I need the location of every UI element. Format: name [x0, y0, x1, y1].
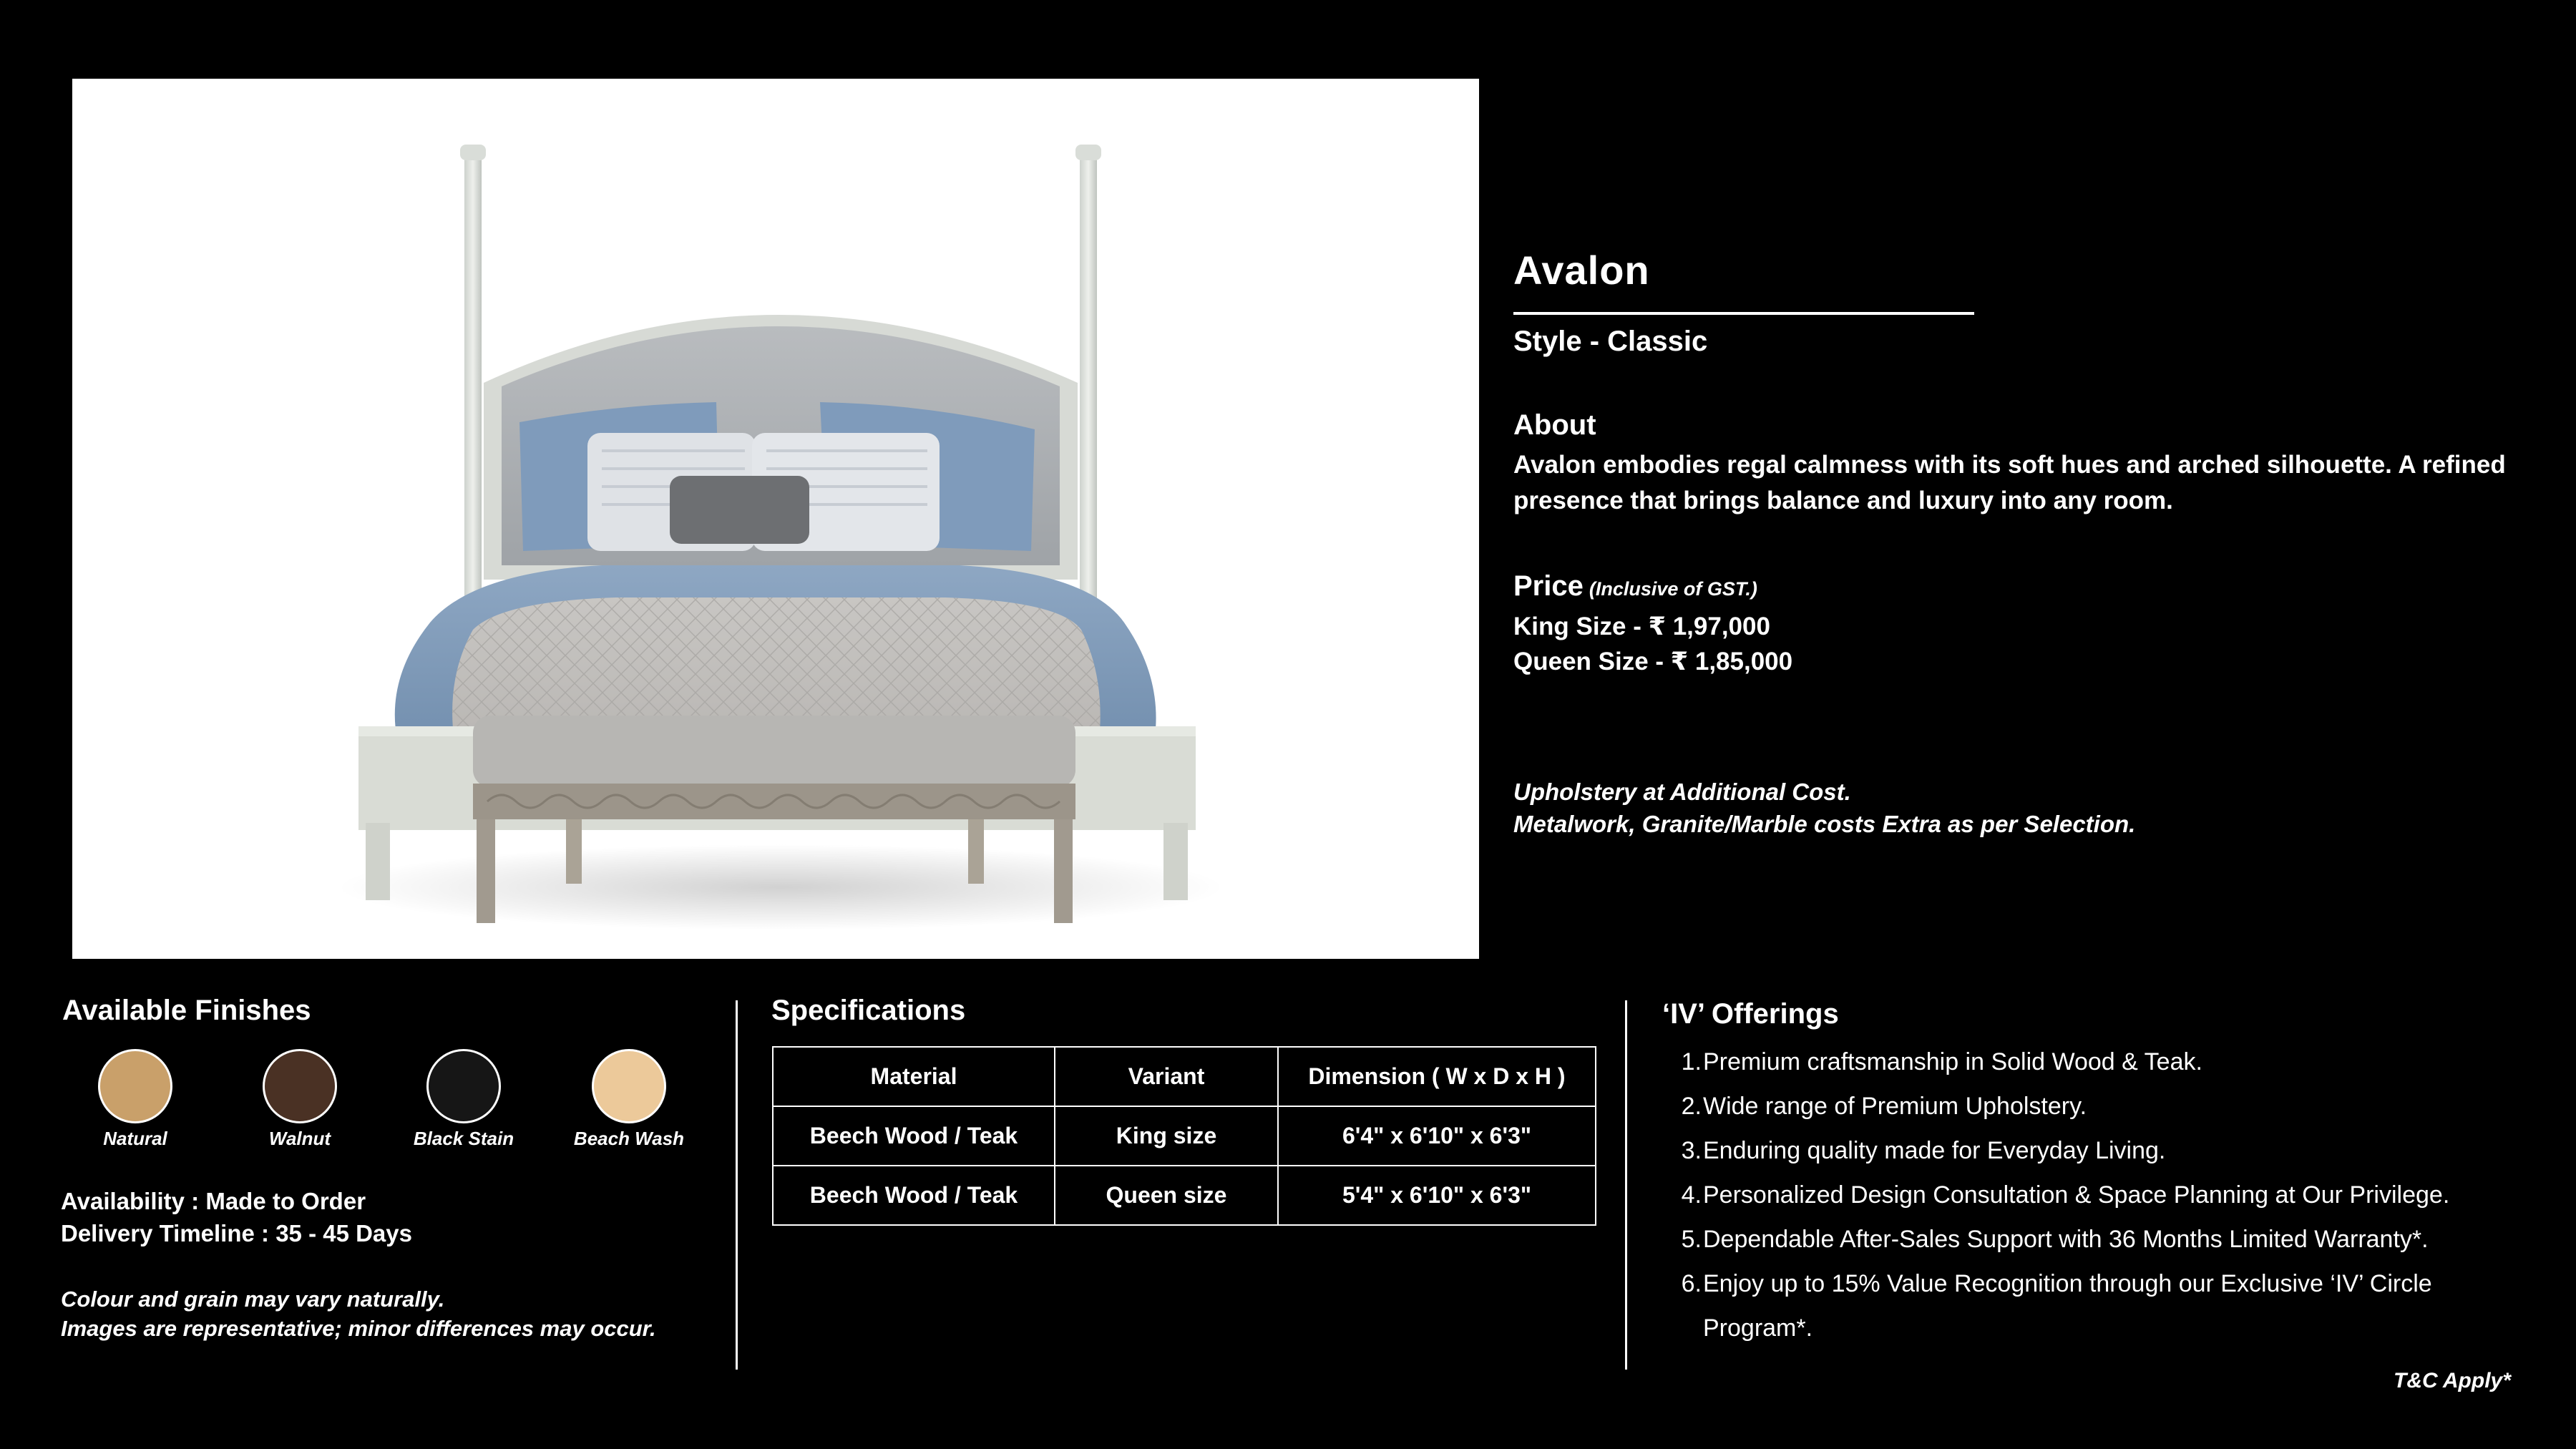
table-header-material: Material	[773, 1047, 1055, 1106]
delivery-timeline: Delivery Timeline : 35 - 45 Days	[61, 1220, 412, 1246]
table-row	[773, 1166, 1596, 1225]
table-header-dimension: Dimension ( W x D x H )	[1278, 1047, 1596, 1106]
divider-left	[736, 1000, 738, 1370]
offering-number: 5.	[1681, 1226, 1702, 1253]
about-heading: About	[1513, 409, 1596, 441]
finish-label-black-stain: Black Stain	[413, 1128, 514, 1149]
table-row	[773, 1106, 1596, 1166]
finish-swatch-beach-wash[interactable]	[592, 1049, 666, 1123]
availability: Availability : Made to Order	[61, 1188, 366, 1214]
table-cell-dimension: 5'4" x 6'10" x 6'3"	[1278, 1166, 1596, 1225]
price-queen: Queen Size - ₹ 1,85,000	[1513, 648, 1793, 675]
offering-number: 4.	[1681, 1181, 1702, 1209]
offering-number: 3.	[1681, 1137, 1702, 1164]
image-disclaimer: Images are representative; minor differences may occur.	[61, 1316, 656, 1341]
finish-swatch-walnut[interactable]	[263, 1049, 337, 1123]
upholstery-cost-note: Upholstery at Additional Cost.	[1513, 779, 1851, 805]
price-king: King Size - ₹ 1,97,000	[1513, 613, 1770, 640]
product-style: Style - Classic	[1513, 326, 1708, 357]
table-header-row	[773, 1047, 1596, 1106]
specifications-table	[772, 1046, 1596, 1226]
finish-label-beach-wash: Beach Wash	[573, 1128, 685, 1149]
price-gst-note: (Inclusive of GST.)	[1589, 578, 1757, 600]
finishes-heading: Available Finishes	[62, 995, 311, 1026]
terms-note: T&C Apply*	[2394, 1369, 2511, 1392]
about-text: Avalon embodies regal calmness with its soft hues and arched silhouette. A refined presence that brings balance and luxury into any room.	[1513, 451, 2506, 514]
offering-text: Personalized Design Consultation & Space Planning at Our Privilege.	[1703, 1181, 2450, 1209]
table-cell-material: Beech Wood / Teak	[773, 1166, 1055, 1225]
finish-swatch-natural[interactable]	[98, 1049, 172, 1123]
finish-label-natural: Natural	[103, 1128, 167, 1149]
divider-right	[1625, 1000, 1627, 1370]
finish-label-walnut: Walnut	[268, 1128, 331, 1149]
offering-text-line-1: Enjoy up to 15% Value Recognition through our Exclusive ‘IV’ Circle	[1703, 1270, 2432, 1297]
offering-text: Dependable After-Sales Support with 36 Months Limited Warranty*.	[1703, 1226, 2429, 1253]
table-header-variant: Variant	[1055, 1047, 1278, 1106]
metalwork-cost-note: Metalwork, Granite/Marble costs Extra as per Selection.	[1513, 811, 2136, 837]
table-cell-variant: Queen size	[1055, 1166, 1278, 1225]
offering-number: 2.	[1681, 1093, 1702, 1120]
offering-text: Premium craftsmanship in Solid Wood & Teak.	[1703, 1048, 2202, 1075]
offering-text-line-2: Program*.	[1703, 1314, 1813, 1342]
offering-text: Enduring quality made for Everyday Living.	[1703, 1137, 2166, 1164]
product-image	[72, 79, 1479, 959]
table-cell-dimension: 6'4" x 6'10" x 6'3"	[1278, 1106, 1596, 1166]
specifications-heading: Specifications	[771, 995, 966, 1026]
offerings-heading: ‘IV’ Offerings	[1662, 998, 1839, 1030]
table-cell-material: Beech Wood / Teak	[773, 1106, 1055, 1166]
product-title: Avalon	[1513, 248, 1650, 293]
price-heading-label: Price	[1513, 570, 1584, 602]
price-heading	[1513, 570, 1757, 602]
colour-disclaimer: Colour and grain may vary naturally.	[61, 1287, 445, 1312]
offering-text: Wide range of Premium Upholstery.	[1703, 1093, 2087, 1120]
offering-number: 6.	[1681, 1270, 1702, 1297]
offering-number: 1.	[1681, 1048, 1702, 1075]
title-underline	[1513, 312, 1974, 315]
finish-swatch-black-stain[interactable]	[426, 1049, 501, 1123]
offering-text	[1703, 1262, 2555, 1350]
table-cell-variant: King size	[1055, 1106, 1278, 1166]
